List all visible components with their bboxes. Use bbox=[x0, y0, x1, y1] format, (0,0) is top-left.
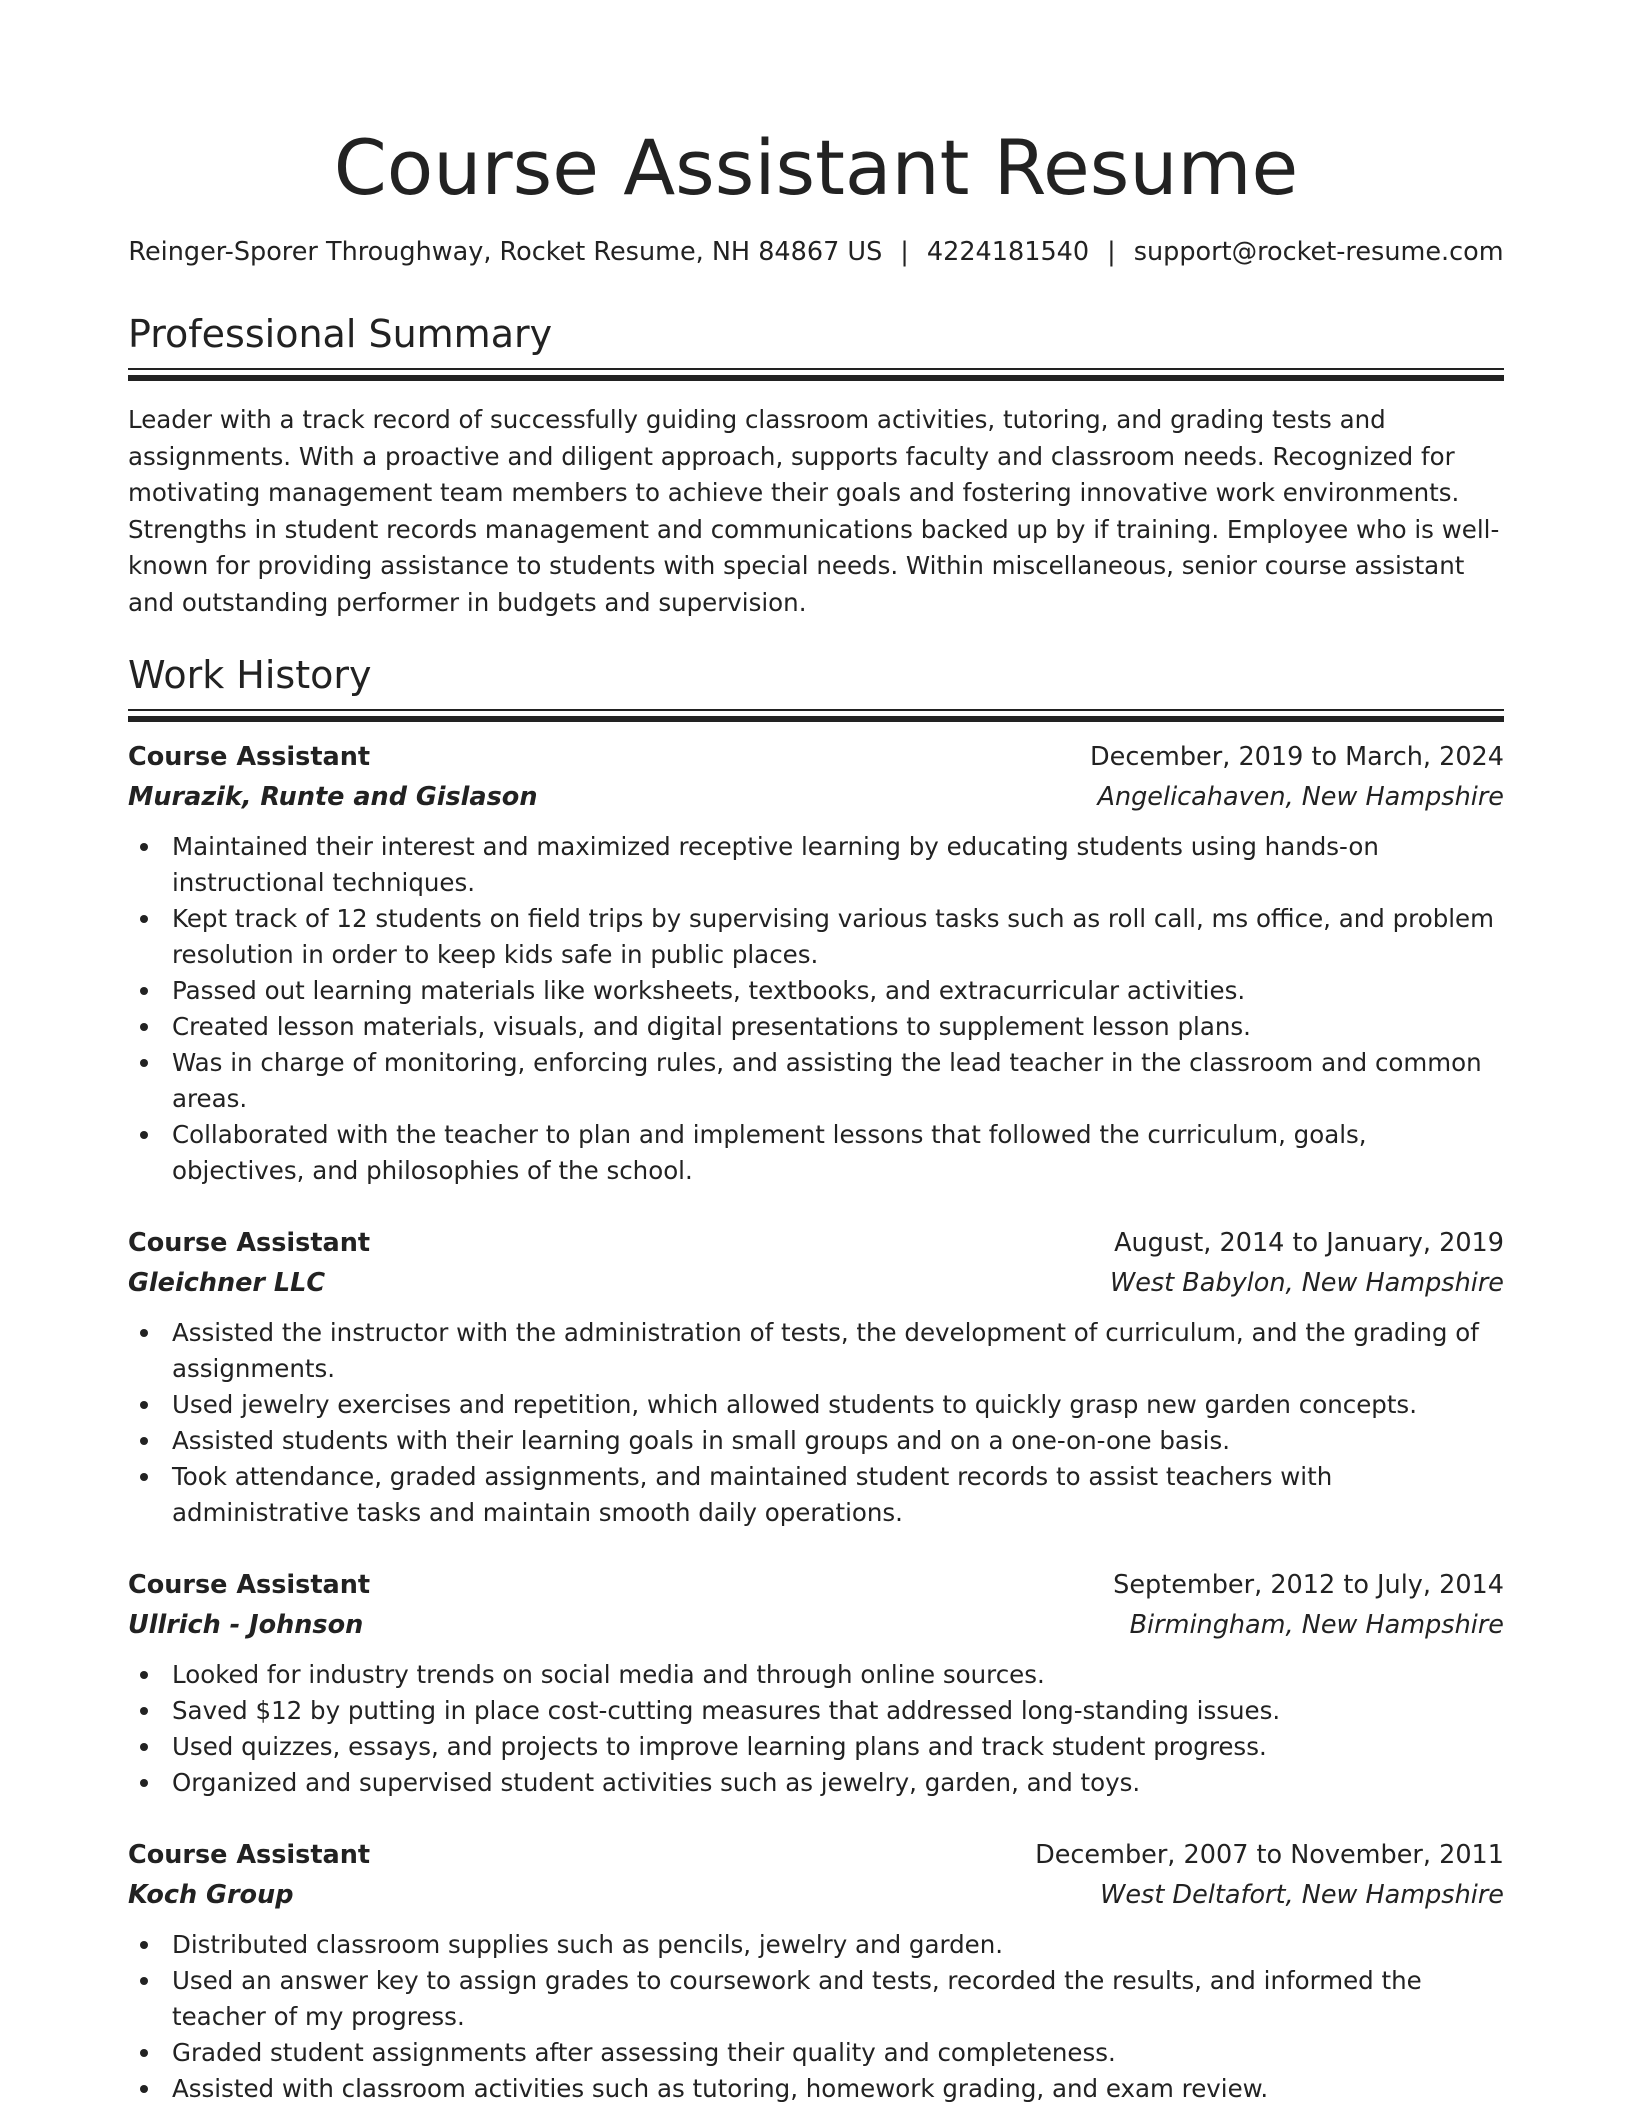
bullet-text: Saved $12 by putting in place cost-cutting measures that addressed long-standing issues. bbox=[172, 1696, 1281, 1725]
list-item bbox=[172, 2071, 1504, 2107]
bullet-icon bbox=[140, 1707, 148, 1715]
bullet-text: Assisted students with their learning goals in small groups and on a one-on-one basis. bbox=[172, 1426, 1231, 1455]
job-location: Birmingham, New Hampshire bbox=[1129, 1610, 1504, 1640]
bullet-text: Graded student assignments after assessing their quality and completeness. bbox=[172, 2038, 1116, 2067]
job-dates: September, 2012 to July, 2014 bbox=[1113, 1570, 1504, 1600]
section-divider bbox=[128, 368, 1504, 382]
job-bullet-list bbox=[128, 1657, 1504, 1801]
bullet-icon bbox=[140, 1437, 148, 1445]
contact-line bbox=[128, 234, 1504, 270]
bullet-text: Created lesson materials, visuals, and digital presentations to supplement lesson plans. bbox=[172, 1012, 1251, 1041]
job-dates: December, 2007 to November, 2011 bbox=[1035, 1840, 1504, 1870]
job-title: Course Assistant bbox=[128, 1228, 371, 1258]
job-company: Gleichner LLC bbox=[128, 1268, 326, 1298]
job-header-row bbox=[128, 1835, 1504, 1875]
job-bullet-list bbox=[128, 829, 1504, 1189]
bullet-text: Used jewelry exercises and repetition, which allowed students to quickly grasp new garden concepts. bbox=[172, 1390, 1417, 1419]
job-entry bbox=[128, 737, 1504, 1189]
job-title: Course Assistant bbox=[128, 1570, 371, 1600]
contact-phone: 4224181540 bbox=[926, 237, 1090, 267]
bullet-icon bbox=[140, 1023, 148, 1031]
list-item bbox=[172, 1963, 1504, 2035]
bullet-icon bbox=[140, 1779, 148, 1787]
list-item bbox=[172, 901, 1504, 973]
job-location: West Babylon, New Hampshire bbox=[1109, 1268, 1504, 1298]
job-dates: December, 2019 to March, 2024 bbox=[1090, 742, 1504, 772]
job-company-row bbox=[128, 777, 1504, 817]
list-item bbox=[172, 1693, 1504, 1729]
job-location: Angelicahaven, New Hampshire bbox=[1097, 782, 1504, 812]
job-company: Ullrich - Johnson bbox=[128, 1610, 364, 1640]
list-item bbox=[172, 1009, 1504, 1045]
list-item bbox=[172, 1765, 1504, 1801]
job-company-row bbox=[128, 1875, 1504, 1915]
bullet-text: Took attendance, graded assignments, and maintained student records to assist teachers with administrative tasks and maintain smooth daily operations. bbox=[172, 1462, 1333, 1527]
list-item bbox=[172, 1657, 1504, 1693]
list-item bbox=[172, 973, 1504, 1009]
job-header-row bbox=[128, 737, 1504, 777]
bullet-text: Assisted with classroom activities such as tutoring, homework grading, and exam review. bbox=[172, 2074, 1269, 2103]
bullet-icon bbox=[140, 1329, 148, 1337]
job-entry bbox=[128, 1835, 1504, 2107]
bullet-icon bbox=[140, 1059, 148, 1067]
contact-email: support@rocket-resume.com bbox=[1133, 237, 1504, 267]
job-dates: August, 2014 to January, 2019 bbox=[1114, 1228, 1504, 1258]
contact-separator: | bbox=[1107, 237, 1116, 267]
list-item bbox=[172, 2035, 1504, 2071]
resume-page bbox=[128, 120, 1504, 2107]
bullet-text: Distributed classroom supplies such as pencils, jewelry and garden. bbox=[172, 1930, 1004, 1959]
bullet-icon bbox=[140, 843, 148, 851]
list-item bbox=[172, 829, 1504, 901]
bullet-icon bbox=[140, 915, 148, 923]
bullet-text: Maintained their interest and maximized receptive learning by educating students using hands-on instructional techniques. bbox=[172, 832, 1379, 897]
contact-address: Reinger-Sporer Throughway, Rocket Resume, NH 84867 US bbox=[128, 237, 883, 267]
list-item bbox=[172, 1927, 1504, 1963]
bullet-text: Used quizzes, essays, and projects to improve learning plans and track student progress. bbox=[172, 1732, 1267, 1761]
list-item bbox=[172, 1387, 1504, 1423]
bullet-icon bbox=[140, 2085, 148, 2093]
list-item bbox=[172, 1315, 1504, 1387]
list-item bbox=[172, 1045, 1504, 1117]
job-location: West Deltafort, New Hampshire bbox=[1100, 1880, 1504, 1910]
list-item bbox=[172, 1117, 1504, 1189]
bullet-icon bbox=[140, 2049, 148, 2057]
job-company: Murazik, Runte and Gislason bbox=[128, 782, 538, 812]
bullet-icon bbox=[140, 1401, 148, 1409]
job-entry bbox=[128, 1565, 1504, 1801]
bullet-icon bbox=[140, 1473, 148, 1481]
bullet-icon bbox=[140, 1131, 148, 1139]
summary-paragraph: Leader with a track record of successfully guiding classroom activities, tutoring, and grading tests and assignments. With a proactive and diligent approach, supports faculty and classroom needs. Recognized for motivating management team members to achieve their goals and fostering innovative work environments. Strengths in student records management and communications backed up by if training. Employee who is well-known for providing assistance to students with special needs. Within miscellaneous, senior course assistant and outstanding performer in budgets and supervision. bbox=[128, 405, 1500, 617]
bullet-icon bbox=[140, 1977, 148, 1985]
bullet-text: Used an answer key to assign grades to coursework and tests, recorded the results, and informed the teacher of my progress. bbox=[172, 1966, 1422, 2031]
job-list bbox=[128, 737, 1504, 2107]
section-heading-summary: Professional Summary bbox=[128, 312, 553, 356]
job-header-row bbox=[128, 1223, 1504, 1263]
job-company-row bbox=[128, 1263, 1504, 1303]
section-heading-work-history: Work History bbox=[128, 653, 372, 697]
job-bullet-list bbox=[128, 1315, 1504, 1531]
bullet-icon bbox=[140, 987, 148, 995]
job-header-row bbox=[128, 1565, 1504, 1605]
section-divider bbox=[128, 709, 1504, 723]
bullet-icon bbox=[140, 1743, 148, 1751]
job-bullet-list bbox=[128, 1927, 1504, 2107]
list-item bbox=[172, 1459, 1504, 1531]
list-item bbox=[172, 1423, 1504, 1459]
bullet-text: Looked for industry trends on social media and through online sources. bbox=[172, 1660, 1045, 1689]
bullet-text: Organized and supervised student activities such as jewelry, garden, and toys. bbox=[172, 1768, 1141, 1797]
job-title: Course Assistant bbox=[128, 742, 371, 772]
bullet-icon bbox=[140, 1671, 148, 1679]
resume-title: Course Assistant Resume bbox=[333, 123, 1299, 212]
job-company: Koch Group bbox=[128, 1880, 294, 1910]
bullet-text: Collaborated with the teacher to plan and implement lessons that followed the curriculum, goals, objectives, and philosophies of the school. bbox=[172, 1120, 1367, 1185]
bullet-text: Was in charge of monitoring, enforcing rules, and assisting the lead teacher in the classroom and common areas. bbox=[172, 1048, 1482, 1113]
job-title: Course Assistant bbox=[128, 1840, 371, 1870]
bullet-text: Kept track of 12 students on field trips by supervising various tasks such as roll call, ms office, and problem resolution in order to keep kids safe in public places. bbox=[172, 904, 1494, 969]
bullet-text: Passed out learning materials like worksheets, textbooks, and extracurricular activities. bbox=[172, 976, 1246, 1005]
work-history-section bbox=[128, 651, 1504, 2107]
job-company-row bbox=[128, 1605, 1504, 1645]
job-entry bbox=[128, 1223, 1504, 1531]
contact-separator: | bbox=[900, 237, 909, 267]
bullet-text: Assisted the instructor with the administration of tests, the development of curriculum, and the grading of assignments. bbox=[172, 1318, 1479, 1383]
list-item bbox=[172, 1729, 1504, 1765]
bullet-icon bbox=[140, 1941, 148, 1949]
professional-summary-section bbox=[128, 310, 1504, 621]
